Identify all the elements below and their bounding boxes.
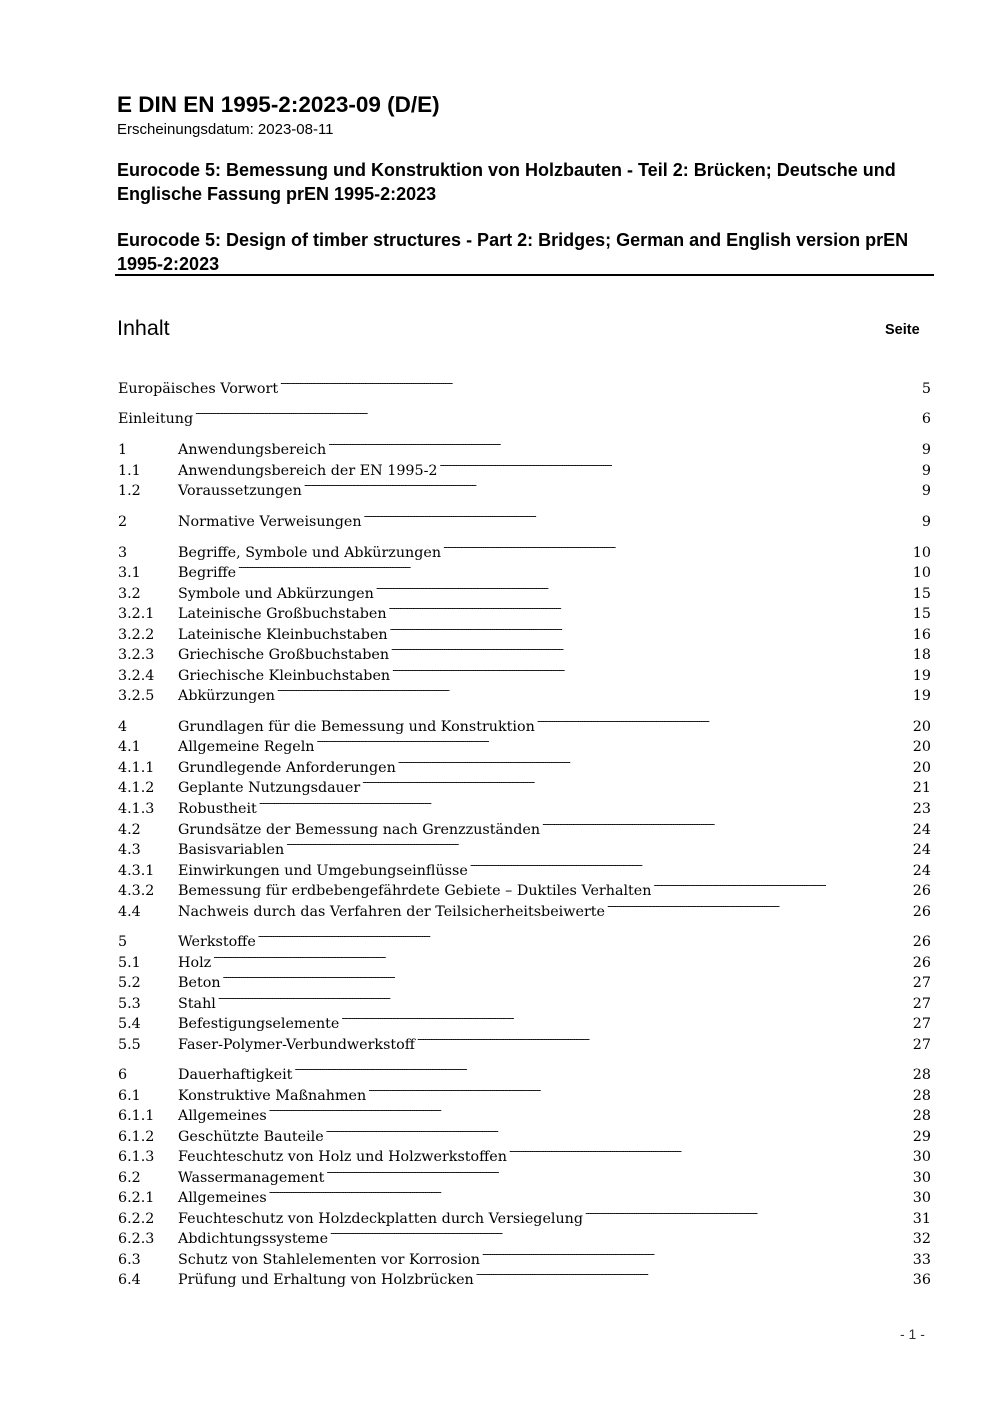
toc-entry-page: 24 <box>912 863 931 879</box>
toc-entry-number: 4.1.1 <box>118 760 155 776</box>
toc-heading: Inhalt <box>117 316 170 340</box>
toc-entry-number: 2 <box>118 514 128 530</box>
toc-entry-page: 16 <box>912 627 931 643</box>
toc-entry-page: 9 <box>921 463 931 479</box>
toc-entry-number: 6.2.3 <box>118 1231 155 1247</box>
toc-entry-title: Europäisches Vorwort <box>118 381 279 397</box>
toc-entry[interactable] <box>118 1007 931 1032</box>
toc-entry-title: Begriffe <box>178 565 237 581</box>
toc-dot-leader <box>257 925 912 946</box>
toc-entry-page: 26 <box>912 904 931 920</box>
toc-entry-title: Anwendungsbereich <box>178 442 327 458</box>
toc-entry-title: Konstruktive Maßnahmen <box>178 1088 367 1104</box>
toc-entry[interactable] <box>118 730 931 755</box>
toc-entry-number: 5.2 <box>118 975 141 991</box>
toc-entry[interactable] <box>118 505 931 530</box>
toc-entry-number: 4.3.2 <box>118 883 155 899</box>
toc-entry-number: 5 <box>118 934 128 950</box>
toc-entry[interactable] <box>118 1140 931 1165</box>
toc-entry-number: 1 <box>118 442 128 458</box>
toc-entry[interactable] <box>118 577 931 602</box>
toc-entry-number: 3 <box>118 545 128 561</box>
toc-dot-leader <box>293 1058 911 1079</box>
toc-entry-page: 27 <box>912 1037 931 1053</box>
toc-entry[interactable] <box>118 792 931 817</box>
toc-entry-page: 26 <box>912 934 931 950</box>
toc-dot-leader <box>316 730 912 751</box>
toc-entry-title: Wassermanagement <box>178 1170 325 1186</box>
toc-dot-leader <box>268 1181 912 1202</box>
toc-entry-number: 4.4 <box>118 904 141 920</box>
toc-entry-page: 19 <box>912 668 931 684</box>
toc-dot-leader <box>276 679 912 700</box>
toc-dot-leader <box>327 433 921 454</box>
toc-entry-page: 32 <box>912 1231 931 1247</box>
toc-entry-page: 20 <box>912 739 931 755</box>
toc-entry-number: 1.2 <box>118 483 141 499</box>
toc-entry-title: Allgemeine Regeln <box>178 739 315 755</box>
toc-entry[interactable] <box>118 1202 931 1227</box>
toc-entry[interactable] <box>118 454 931 479</box>
toc-entry-title: Einwirkungen und Umgebungseinflüsse <box>178 863 468 879</box>
toc-entry-title: Einleitung <box>118 411 194 427</box>
toc-entry[interactable] <box>118 925 931 950</box>
toc-entry-page: 9 <box>921 442 931 458</box>
toc-entry-page: 20 <box>912 719 931 735</box>
toc-entry[interactable] <box>118 813 931 838</box>
toc-entry-page: 27 <box>912 975 931 991</box>
toc-entry[interactable] <box>118 1120 931 1145</box>
toc-entry-number: 3.1 <box>118 565 141 581</box>
toc-entry-number: 4.3.1 <box>118 863 155 879</box>
toc-dot-leader <box>361 771 912 792</box>
toc-entry-page: 28 <box>912 1088 931 1104</box>
toc-entry-title: Schutz von Stahlelementen vor Korrosion <box>178 1252 480 1268</box>
toc-dot-leader <box>606 895 912 916</box>
toc-entry-number: 4.1.3 <box>118 801 155 817</box>
toc-dot-leader <box>439 454 921 475</box>
toc-entry-title: Lateinische Großbuchstaben <box>178 606 387 622</box>
toc-entry-title: Griechische Kleinbuchstaben <box>178 668 391 684</box>
toc-entry-title: Grundsätze der Bemessung nach Grenzzuständen <box>178 822 541 838</box>
toc-entry-number: 6.1.1 <box>118 1108 155 1124</box>
toc-entry-number: 5.3 <box>118 996 141 1012</box>
toc-entry-page: 21 <box>912 780 931 796</box>
toc-entry-title: Anwendungsbereich der EN 1995-2 <box>178 463 438 479</box>
toc-entry-title: Befestigungselemente <box>178 1016 340 1032</box>
toc-entry-number: 6.1 <box>118 1088 141 1104</box>
toc-entry-page: 24 <box>912 822 931 838</box>
toc-entry-page: 20 <box>912 760 931 776</box>
toc-entry[interactable] <box>118 679 931 704</box>
toc-entry-title: Geschützte Bauteile <box>178 1129 324 1145</box>
toc-entry-number: 3.2.3 <box>118 647 155 663</box>
toc-entry-title: Beton <box>178 975 221 991</box>
toc-dot-leader <box>363 505 921 526</box>
toc-entry-number: 4 <box>118 719 128 735</box>
toc-entry-number: 6.1.3 <box>118 1149 155 1165</box>
toc-entry[interactable] <box>118 1263 931 1288</box>
toc-entry-page: 23 <box>912 801 931 817</box>
toc-dot-leader <box>541 813 912 834</box>
toc-entry-page: 27 <box>912 1016 931 1032</box>
toc-entry[interactable] <box>118 966 931 991</box>
toc-dot-leader <box>212 946 912 967</box>
footer-page-number: - 1 - <box>900 1326 925 1342</box>
title-divider <box>115 274 934 276</box>
toc-entry[interactable] <box>118 556 931 581</box>
toc-entry-title: Griechische Großbuchstaben <box>178 647 390 663</box>
toc-entry-number: 5.5 <box>118 1037 141 1053</box>
toc-entry-number: 4.1.2 <box>118 780 155 796</box>
toc-dot-leader <box>375 577 912 598</box>
toc-dot-leader <box>329 1222 912 1243</box>
toc-entry-title: Allgemeines <box>178 1108 267 1124</box>
toc-entry-page: 9 <box>921 483 931 499</box>
toc-entry-page: 36 <box>912 1272 931 1288</box>
toc-entry-title: Feuchteschutz von Holz und Holzwerkstoffen <box>178 1149 507 1165</box>
toc-entry-title: Grundlegende Anforderungen <box>178 760 396 776</box>
toc-dot-leader <box>325 1120 912 1141</box>
toc-entry-number: 6.4 <box>118 1272 141 1288</box>
toc-entry-page: 29 <box>912 1129 931 1145</box>
toc-entry-page: 30 <box>912 1190 931 1206</box>
toc-dot-leader <box>416 1028 912 1049</box>
toc-entry-title: Stahl <box>178 996 216 1012</box>
toc-entry[interactable] <box>118 710 931 735</box>
toc-entry-page: 28 <box>912 1108 931 1124</box>
toc-entry-page: 33 <box>912 1252 931 1268</box>
toc-entry[interactable] <box>118 1099 931 1124</box>
toc-dot-leader <box>584 1202 912 1223</box>
toc-entry-title: Nachweis durch das Verfahren der Teilsicherheitsbeiwerte <box>178 904 605 920</box>
toc-entry-page: 26 <box>912 955 931 971</box>
toc-dot-leader <box>442 536 912 557</box>
toc-entry-page: 5 <box>921 381 931 397</box>
toc-entry-title: Lateinische Kleinbuchstaben <box>178 627 388 643</box>
toc-entry[interactable] <box>118 372 931 397</box>
toc-dot-leader <box>389 618 912 639</box>
toc-entry[interactable] <box>118 751 931 776</box>
toc-entry-number: 3.2.4 <box>118 668 155 684</box>
toc-dot-leader <box>469 854 912 875</box>
toc-entry-number: 6.2.1 <box>118 1190 155 1206</box>
document-number: E DIN EN 1995-2:2023-09 (D/E) <box>117 92 440 117</box>
document-title-english: Eurocode 5: Design of timber structures - Part 2: Bridges; German and English version prEN 1995-2:2023 <box>117 230 909 274</box>
toc-entry-page: 30 <box>912 1149 931 1165</box>
toc-entry-title: Begriffe, Symbole und Abkürzungen <box>178 545 442 561</box>
toc-entry-page: 18 <box>912 647 931 663</box>
toc-entry-page: 15 <box>912 606 931 622</box>
toc-entry-number: 4.2 <box>118 822 141 838</box>
toc-entry-number: 5.4 <box>118 1016 141 1032</box>
toc-entry-number: 6.1.2 <box>118 1129 155 1145</box>
toc-entry-title: Basisvariablen <box>178 842 285 858</box>
toc-entry[interactable] <box>118 1222 931 1247</box>
toc-dot-leader <box>652 874 911 895</box>
toc-entry[interactable] <box>118 833 931 858</box>
toc-entry-title: Symbole und Abkürzungen <box>178 586 374 602</box>
toc-entry-number: 6.3 <box>118 1252 141 1268</box>
toc-entry-number: 4.1 <box>118 739 141 755</box>
toc-entry[interactable] <box>118 987 931 1012</box>
publication-date: Erscheinungsdatum: 2023-08-11 <box>117 121 334 138</box>
toc-dot-leader <box>285 833 912 854</box>
toc-entry[interactable] <box>118 597 931 622</box>
toc-entry-title: Abdichtungssysteme <box>178 1231 329 1247</box>
toc-entry[interactable] <box>118 1028 931 1053</box>
toc-entry-page: 6 <box>921 411 931 427</box>
toc-entry[interactable] <box>118 1079 931 1104</box>
toc-entry-number: 3.2.5 <box>118 688 155 704</box>
toc-dot-leader <box>388 597 912 618</box>
toc-entry-title: Abkürzungen <box>178 688 275 704</box>
toc-dot-leader <box>391 659 912 680</box>
toc-entry-title: Faser-Polymer-Verbundwerkstoff <box>178 1037 415 1053</box>
toc-page-column-label: Seite <box>885 322 920 338</box>
toc-entry-page: 31 <box>912 1211 931 1227</box>
toc-entry-page: 10 <box>912 565 931 581</box>
toc-dot-leader <box>390 638 912 659</box>
toc-entry-number: 5.1 <box>118 955 141 971</box>
toc-entry-number: 3.2.2 <box>118 627 155 643</box>
toc-dot-leader <box>194 402 921 423</box>
toc-entry[interactable] <box>118 1181 931 1206</box>
toc-dot-leader <box>325 1161 911 1182</box>
toc-entry-number: 6.2 <box>118 1170 141 1186</box>
toc-entry-page: 28 <box>912 1067 931 1083</box>
toc-entry-page: 27 <box>912 996 931 1012</box>
toc-entry[interactable] <box>118 618 931 643</box>
toc-entry[interactable] <box>118 946 931 971</box>
toc-entry-number: 3.2.1 <box>118 606 155 622</box>
toc-entry-page: 30 <box>912 1170 931 1186</box>
toc-entry[interactable] <box>118 895 931 920</box>
toc-entry[interactable] <box>118 1161 931 1186</box>
toc-entry[interactable] <box>118 536 931 561</box>
toc-dot-leader <box>475 1263 912 1284</box>
toc-entry-page: 26 <box>912 883 931 899</box>
toc-entry-page: 10 <box>912 545 931 561</box>
toc-entry[interactable] <box>118 1058 931 1083</box>
toc-dot-leader <box>397 751 912 772</box>
toc-entry-title: Holz <box>178 955 212 971</box>
toc-entry-title: Feuchteschutz von Holzdeckplatten durch Versiegelung <box>178 1211 584 1227</box>
toc-dot-leader <box>237 556 912 577</box>
toc-dot-leader <box>340 1007 911 1028</box>
toc-dot-leader <box>258 792 912 813</box>
toc-entry-title: Werkstoffe <box>178 934 256 950</box>
toc-dot-leader <box>268 1099 912 1120</box>
toc-entry-page: 19 <box>912 688 931 704</box>
toc-dot-leader <box>536 710 912 731</box>
toc-entry[interactable] <box>118 402 931 427</box>
toc-entry[interactable] <box>118 659 931 684</box>
toc-dot-leader <box>279 372 921 393</box>
toc-entry-title: Geplante Nutzungsdauer <box>178 780 361 796</box>
toc-entry-title: Normative Verweisungen <box>178 514 362 530</box>
toc-dot-leader <box>217 987 912 1008</box>
toc-entry[interactable] <box>118 474 931 499</box>
toc-entry-title: Robustheit <box>178 801 257 817</box>
toc-entry-number: 4.3 <box>118 842 141 858</box>
toc-dot-leader <box>222 966 912 987</box>
toc-entry-title: Dauerhaftigkeit <box>178 1067 293 1083</box>
toc-dot-leader <box>303 474 921 495</box>
toc-dot-leader <box>481 1243 912 1264</box>
toc-entry[interactable] <box>118 1243 931 1268</box>
toc-entry-number: 6 <box>118 1067 128 1083</box>
toc-entry[interactable] <box>118 638 931 663</box>
toc-entry-page: 15 <box>912 586 931 602</box>
toc-entry-title: Prüfung und Erhaltung von Holzbrücken <box>178 1272 474 1288</box>
toc-entry-number: 1.1 <box>118 463 141 479</box>
toc-dot-leader <box>367 1079 912 1100</box>
toc-entry[interactable] <box>118 874 931 899</box>
toc-entry[interactable] <box>118 771 931 796</box>
toc-entry-title: Bemessung für erdbebengefährdete Gebiete – Duktiles Verhalten <box>178 883 652 899</box>
toc-entry-title: Grundlagen für die Bemessung und Konstruktion <box>178 719 535 735</box>
toc-entry[interactable] <box>118 854 931 879</box>
toc-entry[interactable] <box>118 433 931 458</box>
toc-dot-leader <box>508 1140 912 1161</box>
toc-entry-number: 3.2 <box>118 586 141 602</box>
toc-entry-page: 24 <box>912 842 931 858</box>
toc-entry-number: 6.2.2 <box>118 1211 155 1227</box>
document-title-german: Eurocode 5: Bemessung und Konstruktion von Holzbauten - Teil 2: Brücken; Deutsche und Englische Fassung prEN 1995-2:2023 <box>117 160 896 204</box>
toc-entry-title: Allgemeines <box>178 1190 267 1206</box>
toc-entry-page: 9 <box>921 514 931 530</box>
toc-entry-title: Voraussetzungen <box>178 483 302 499</box>
